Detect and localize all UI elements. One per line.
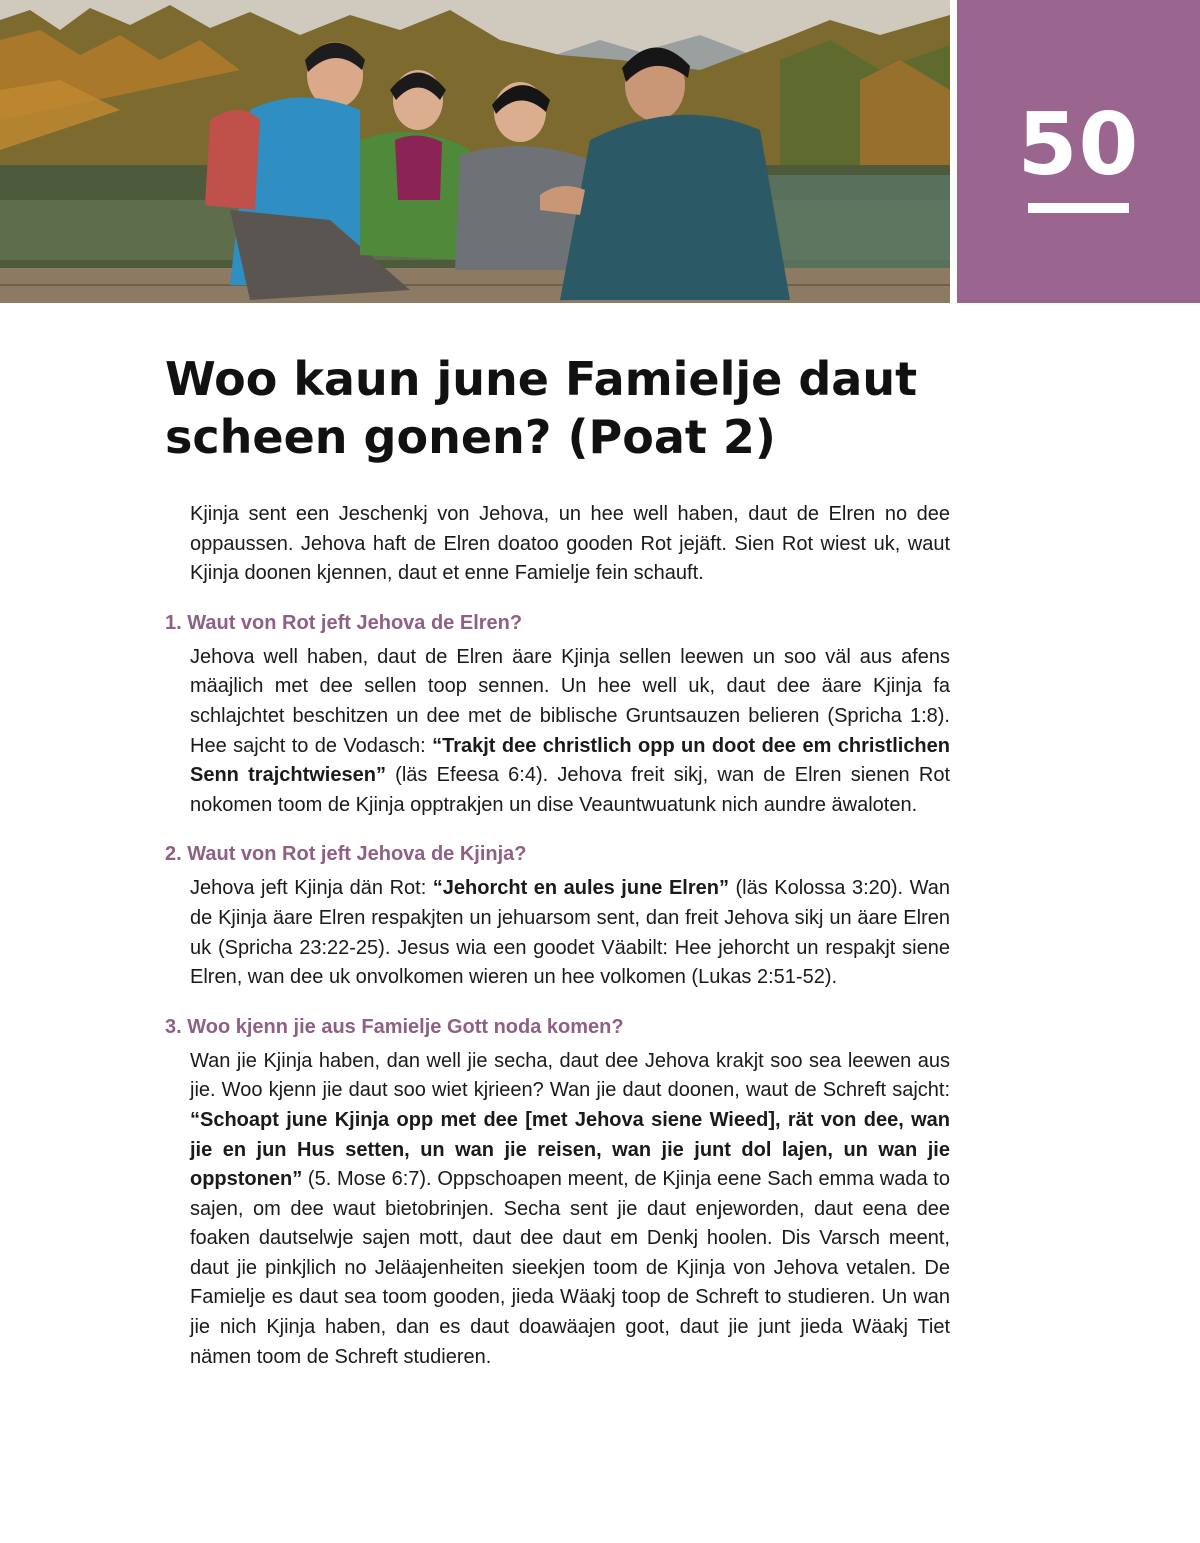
- section-question: 1. Waut von Rot jeft Jehova de Elren?: [165, 611, 523, 634]
- header-photo: [0, 0, 950, 303]
- section-3: [165, 1013, 950, 1373]
- scripture-quote: “Jehorcht en aules june Elren”: [432, 877, 729, 900]
- section-2: [165, 840, 950, 992]
- section-question: 2. Waut von Rot jeft Jehova de Kjinja?: [165, 843, 527, 866]
- section-body: [190, 643, 950, 821]
- body-text: (5. Mose 6:7). Oppschoapen meent, de Kjinja eene Sach emma wada to sajen, om dee waut bietobrinjen. Secha sent jie daut enjeworden, daut eena dee foaken dautselwje sajen mott, daut dee daut em Denkj hoolen. Dis Varsch meent, daut jie pinkjlich no Jeläajenheiten sieekjen toom de Kjinja von Jehova vetalen. De Famielje es daut sea toom gooden, jieda Wäakj toop de Schreft to studieren. Un wan jie nich Kjinja haben, dan es daut doawäajen goot, daut jie junt jieda Wäakj Tiet nämen toom de Schreft studieren.: [190, 1168, 950, 1368]
- body-text: Jehova jeft Kjinja dän Rot:: [190, 877, 433, 900]
- scripture-quote: “Schoapt june Kjinja opp met dee [met Jehova siene Wieed], rät von dee, wan jie en jun Hus setten, un wan jie reisen, wan jie junt dol lajen, un wan jie oppstonen”: [190, 1108, 950, 1191]
- page-title: Woo kaun june Famielje daut scheen gonen? (Poat 2): [165, 352, 918, 464]
- lesson-number: 50: [1017, 95, 1140, 195]
- lesson-badge: [957, 0, 1200, 303]
- section-body: [190, 874, 950, 992]
- section-body: [190, 1047, 950, 1373]
- scripture-quote: “Trakjt dee christlich opp un doot dee em christlichen Senn trajchtwiesen”: [190, 734, 950, 787]
- body-text: Wan jie Kjinja haben, dan well jie secha, daut dee Jehova krakjt soo sea leewen aus jie. Woo kjenn jie daut soo wiet kjrieen? Wan jie daut doonen, waut de Schreft sajcht:: [190, 1049, 950, 1102]
- section-1: [165, 609, 950, 821]
- body-text: (läs Efeesa 6:4). Jehova freit sikj, wan de Elren sienen Rot nokomen toom de Kjinja opptrakjen un dise Veauntwuatunk nich aundre äwaloten.: [190, 764, 950, 816]
- family-by-lake-illustration: [0, 0, 950, 303]
- intro-paragraph: Kjinja sent een Jeschenkj von Jehova, un hee well haben, daut de Elren no dee oppaussen. Jehova haft de Elren doatoo gooden Rot jejäft. Sien Rot wiest uk, waut Kjinja doonen kjennen, daut et enne Famielje fein schauft.: [190, 503, 950, 585]
- body-text: Jehova well haben, daut de Elren äare Kjinja sellen leewen un soo väl aus afens mäajlich met dee sellen toop sennen. Un hee well uk, daut dee äare Kjinja fa schlajchtet beschitzen un dee met de biblische Gruntsauzen belieren (Spricha 1:8). Hee sajcht to de Vodasch:: [190, 645, 950, 757]
- lesson-content: [165, 500, 950, 1372]
- lesson-number-underline: [1028, 203, 1129, 213]
- section-question: 3. Woo kjenn jie aus Famielje Gott noda komen?: [165, 1015, 624, 1038]
- body-text: (läs Kolossa 3:20). Wan de Kjinja äare Elren respakjten un jehuarsom sent, dan freit Jehova sikj un äare Elren uk (Spricha 23:22-25). Jesus wia een goodet Väabilt: Hee jehorcht un respakjt siene Elren, wan dee uk onvolkomen wieren un hee volkomen (Lukas 2:51-52).: [190, 877, 950, 989]
